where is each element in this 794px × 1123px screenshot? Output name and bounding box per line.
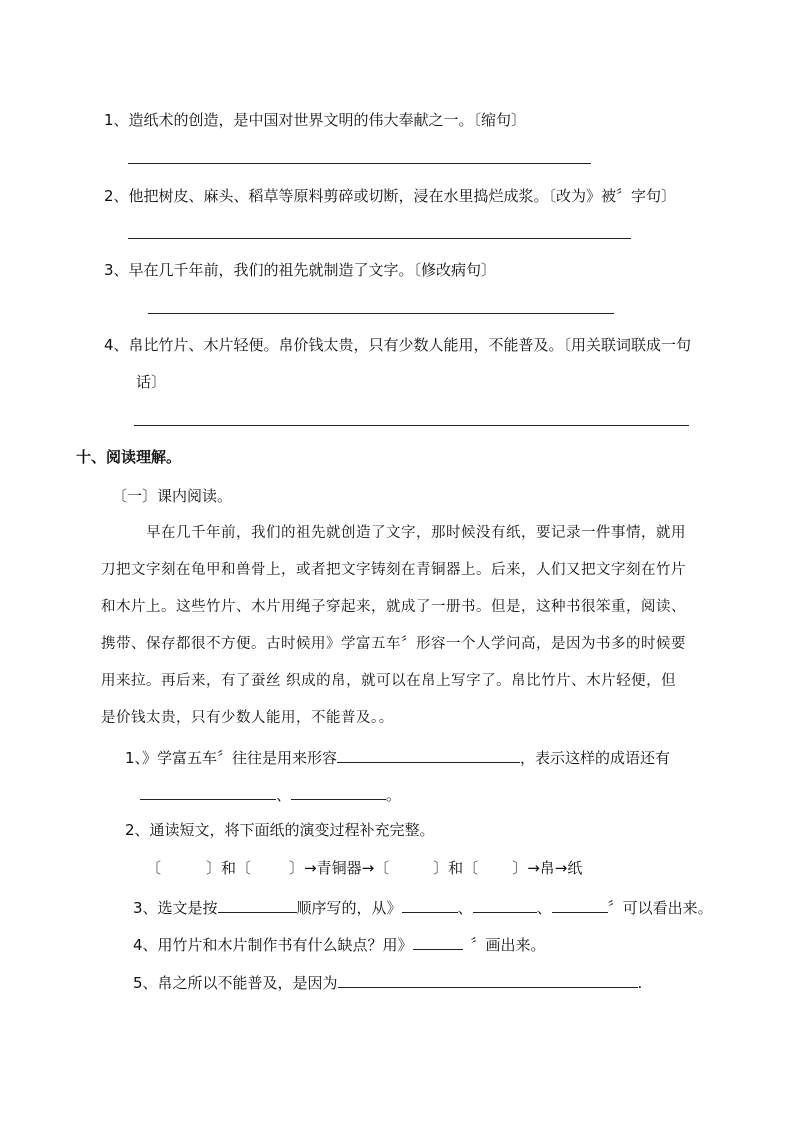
chain-end: 〕→帛→纸: [512, 859, 583, 877]
passage-line: 早在几千年前，我们的祖先就创造了文字，那时候没有纸，要记录一件事情，就用: [146, 525, 686, 541]
subsection-title: 〔一〕课内阅读。: [112, 487, 233, 505]
question-3-text: 3、早在几千年前，我们的祖先就制造了文字。〔修改病句〕: [104, 261, 497, 279]
rq1-part2: ，表示这样的成语还有: [520, 749, 671, 767]
rq1-sep: 、: [276, 786, 292, 804]
reading-question-1-idioms: [140, 783, 401, 805]
passage-line: 刀把文字刻在龟甲和兽骨上，或者把文字铸刻在青铜器上。后来，人们又把文字刻在竹片: [101, 562, 686, 578]
passage-line: 和木片上。这些竹片、木片用绳子穿起来，就成了一册书。但是，这种书很笨重，阅读、: [101, 599, 686, 615]
rq1-blank-idiom-2[interactable]: [291, 783, 386, 800]
paper-evolution-chain: [146, 858, 582, 878]
reading-question-3: [133, 896, 713, 918]
chain-open: 〔: [146, 859, 162, 877]
answer-line-2[interactable]: [128, 238, 631, 239]
reading-question-4: [133, 933, 546, 955]
answer-line-4[interactable]: [134, 425, 689, 426]
chain-bronze: 〕→青铜器→〔: [289, 859, 390, 877]
question-4-text-line1: 4、帛比竹片、木片轻便。帛价钱太贵，只有少数人能用，不能普及。〔用关联词联成一句: [104, 336, 692, 354]
section-title: 十、阅读理解。: [76, 448, 182, 466]
rq4-blank[interactable]: [413, 933, 463, 950]
rq1-blank-describe[interactable]: [337, 746, 520, 763]
rq5-part1: 5、帛之所以不能普及，是因为: [133, 974, 338, 992]
rq3-blank-order[interactable]: [218, 896, 297, 913]
rq1-part1: 1、》学富五车〞往往是用来形容: [125, 749, 338, 767]
rq3-part2: 顺序写的，从》: [296, 899, 402, 917]
rq5-blank[interactable]: [338, 971, 638, 988]
passage-line: 携带、保存都很不方便。古时候用》学富五车〞形容一个人学问高，是因为书多的时候要: [101, 636, 686, 652]
answer-line-1[interactable]: [128, 163, 591, 164]
reading-question-1: [125, 746, 670, 768]
rq1-end: 。: [386, 786, 402, 804]
rq3-blank-1[interactable]: [402, 896, 458, 913]
reading-question-5: [133, 971, 642, 993]
chain-and: 〕和〔: [206, 859, 252, 877]
reading-question-2: 2、通读短文，将下面纸的演变过程补充完整。: [125, 821, 435, 839]
rq3-sep1: 、: [457, 899, 473, 917]
rq3-blank-2[interactable]: [473, 896, 537, 913]
passage-line: 用来拉。再后来，有了蚕丝 织成的帛，就可以在帛上写字了。帛比竹片、木片轻便，但: [101, 673, 677, 689]
question-1-text: 1、造纸术的创造，是中国对世界文明的伟大奉献之一。〔缩句〕: [104, 111, 527, 129]
question-2-text: 2、他把树皮、麻头、稻草等原料剪碎或切断，浸在水里捣烂成浆。〔改为》被〞字句〕: [104, 187, 677, 205]
rq3-sep2: 、: [536, 899, 552, 917]
chain-and2: 〕和〔: [433, 859, 479, 877]
question-4-text-line2: 话〕: [136, 373, 167, 391]
rq3-end: 〞可以看出来。: [607, 899, 713, 917]
passage-line: 是价钱太贵，只有少数人能用，不能普及。。: [101, 710, 394, 726]
rq4-end: 〞画出来。: [470, 936, 546, 954]
rq1-blank-idiom-1[interactable]: [140, 783, 276, 800]
rq5-end: .: [637, 974, 643, 992]
rq4-part1: 4、用竹片和木片制作书有什么缺点？用》: [133, 936, 413, 954]
rq3-part1: 3、选文是按: [133, 899, 218, 917]
rq3-blank-3[interactable]: [552, 896, 608, 913]
answer-line-3[interactable]: [148, 313, 614, 314]
